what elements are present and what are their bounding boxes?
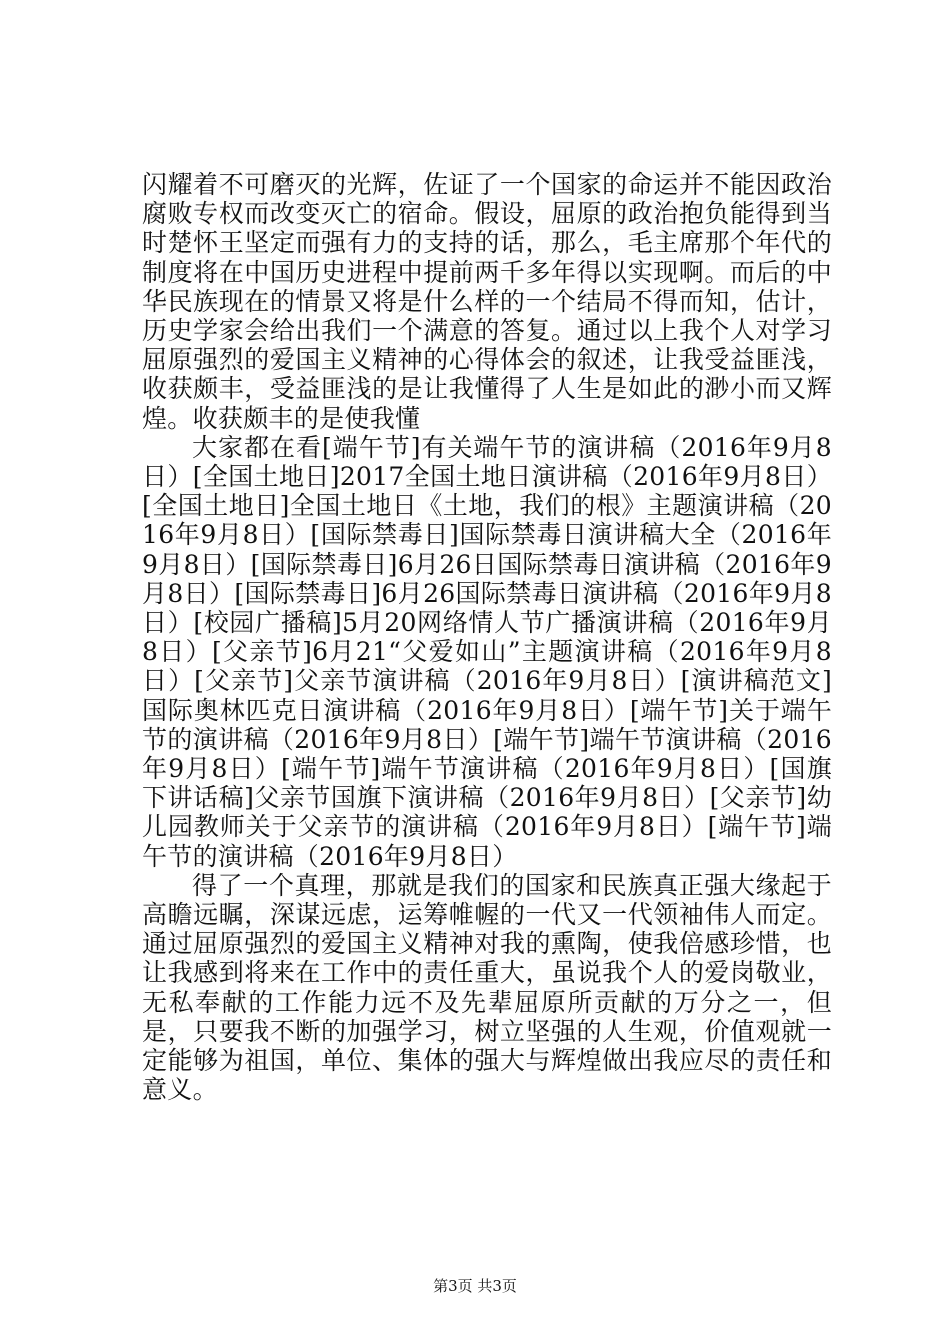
document-body [142, 170, 832, 1105]
paragraph-conclusion: 得了一个真理，那就是我们的国家和民族真正强大缘起于高瞻远瞩，深谋远虑，运筹帷幄的一代又一代领袖伟人而定。通过屈原强烈的爱国主义精神对我的熏陶，使我倍感珍惜，也让我感到将来在工作中的责任重大，虽说我个人的爱岗敬业，无私奉献的工作能力远不及先辈屈原所贡献的万分之一，但是，只要我不断的加强学习，树立坚强的人生观，价值观就一定能够为祖国，单位、集体的强大与辉煌做出我应尽的责任和意义。 [142, 870, 832, 1105]
paragraph-continuation: 闪耀着不可磨灭的光辉，佐证了一个国家的命运并不能因政治腐败专权而改变灭亡的宿命。假设，屈原的政治抱负能得到当时楚怀王坚定而强有力的支持的话，那么，毛主席那个年代的制度将在中国历史进程中提前两千多年得以实现啊。而后的中华民族现在的情景又将是什么样的一个结局不得而知，估计，历史学家会给出我们一个满意的答复。通过以上我个人对学习屈原强烈的爱国主义精神的心得体会的叙述，让我受益匪浅，收获颇丰，受益匪浅的是让我懂得了人生是如此的渺小而又辉煌。收获颇丰的是使我懂 [142, 170, 832, 433]
paragraph-related-articles: 大家都在看[端午节]有关端午节的演讲稿（2016年9月8日）[全国土地日]2017全国土地日演讲稿（2016年9月8日）[全国土地日]全国土地日《土地，我们的根》主题演讲稿（2016年9月8日）[国际禁毒日]国际禁毒日演讲稿大全（2016年9月8日）[国际禁毒日]6月26日国际禁毒日演讲稿（2016年9月8日）[国际禁毒日]6月26国际禁毒日演讲稿（2016年9月8日）[校园广播稿]5月20网络情人节广播演讲稿（2016年9月8日）[父亲节]6月21“父爱如山”主题演讲稿（2016年9月8日）[父亲节]父亲节演讲稿（2016年9月8日）[演讲稿范文]国际奥林匹克日演讲稿（2016年9月8日）[端午节]关于端午节的演讲稿（2016年9月8日）[端午节]端午节演讲稿（2016年9月8日）[端午节]端午节演讲稿（2016年9月8日）[国旗下讲话稿]父亲节国旗下演讲稿（2016年9月8日）[父亲节]幼儿园教师关于父亲节的演讲稿（2016年9月8日）[端午节]端午节的演讲稿（2016年9月8日） [142, 432, 832, 871]
page-footer: 第3页 共3页 [433, 1277, 517, 1295]
